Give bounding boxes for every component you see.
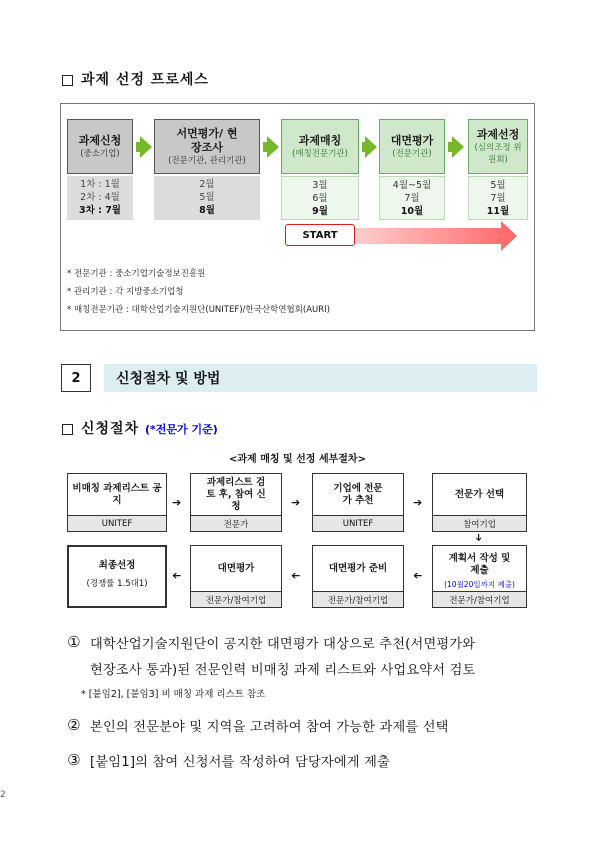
flow-box-select: [432, 473, 527, 532]
schedule-line: 5월: [199, 192, 215, 203]
flow-box-plan: [432, 545, 527, 608]
schedule-selection: [468, 176, 528, 220]
flow-box-apply: [190, 473, 282, 532]
schedule-matching: [281, 176, 359, 220]
flow-arrow-head-icon: [452, 136, 464, 158]
schedule-line: 4월~5월: [392, 180, 432, 191]
flow-box-label: 대면평가 준비: [328, 563, 388, 574]
schedule-interview: [379, 176, 445, 220]
section-title-process: [62, 69, 209, 89]
note-line: * 전문기관 : 중소기업기술정보진흥원: [67, 269, 206, 279]
note-line: * 매칭전문기관 : 대학산업기술지원단(UNITEF)/한국산학연협회(AURI): [67, 305, 330, 315]
schedule-line: 7월: [404, 193, 420, 204]
item-text: 본인의 전문분야 및 지역을 고려하여 참여 가능한 과제를 선택: [90, 720, 449, 735]
stage-title: 과제매칭: [298, 133, 342, 147]
stage-sub: (전문기관, 관리기관): [168, 155, 246, 166]
page-number: 2: [0, 790, 6, 800]
item-1-line-1: [66, 633, 475, 652]
flow-box-owner: UNITEF: [68, 515, 166, 531]
stage-sub: (전문기관): [392, 148, 432, 159]
flow-box-owner: 전문가/참여기업: [313, 591, 403, 607]
schedule-line: 2월: [199, 179, 215, 190]
checkbox-square-icon: [62, 75, 73, 86]
circled-number-icon: ②: [67, 716, 81, 734]
flow-box-owner: 전문가/참여기업: [433, 591, 526, 607]
left-arrow-icon: ➔: [413, 569, 423, 582]
note-line: * 관리기관 : 각 지방중소기업청: [67, 287, 184, 297]
stage-title: 서면평가/ 현장조사: [176, 126, 238, 154]
stage-interview: [379, 119, 445, 174]
right-arrow-icon: ➔: [172, 496, 182, 509]
item-1-line-2: 현장조사 통과)된 전문인력 비매칭 과제 리스트와 사업요약서 검토: [90, 663, 476, 678]
flow-title: <과제 매칭 및 선정 세부절차>: [229, 454, 366, 465]
item-2: [66, 716, 449, 735]
schedule-line: 7월: [490, 193, 506, 204]
flow-box-sub: (10월20일까지 제출): [444, 580, 515, 589]
stage-matching: [281, 119, 359, 174]
circled-number-icon: ①: [67, 633, 81, 651]
item-1-sub: * [붙임2], [붙임3] 비 매칭 과제 리스트 참조: [81, 689, 266, 700]
schedule-line: 11월: [486, 206, 510, 217]
schedule-line: 5월: [490, 180, 506, 191]
schedule-line: 8월: [199, 205, 215, 216]
flow-box-label: 과제리스트 검토 후, 참여 신청: [206, 477, 266, 512]
flow-box-label: 계획서 작성 및 제출: [448, 553, 511, 576]
flow-box-final: [67, 545, 167, 608]
procedure-note: (*전문가 기준): [144, 423, 218, 436]
flow-box-prepare: [312, 545, 404, 608]
schedule-line: 1차 : 1월: [80, 179, 120, 190]
stage-selection: [468, 119, 528, 174]
stage-apply: [67, 119, 133, 174]
section-title-text: 신청절차 및 방법: [116, 371, 221, 387]
start-label: START: [285, 224, 355, 246]
flow-box-label: 최종선정: [98, 560, 136, 571]
checkbox-square-icon: [62, 424, 73, 435]
circled-number-icon: ③: [67, 751, 81, 769]
stage-title: 과제신청: [78, 133, 122, 147]
flow-box-recommend: [312, 473, 404, 532]
stage-sub: (심의조정 위원회): [474, 142, 522, 165]
flow-arrow-head-icon: [267, 136, 279, 158]
flow-box-interview: [190, 545, 282, 608]
stage-sub: (매칭전문기관): [292, 148, 348, 159]
flow-box-label: 대면평가: [217, 563, 255, 574]
flow-box-label: 전문가 선택: [454, 489, 505, 500]
procedure-title: [62, 418, 218, 438]
process-panel: [60, 103, 535, 331]
flow-box-owner: 참여기업: [433, 515, 526, 531]
item-text: 대학산업기술지원단이 공지한 대면평가 대상으로 추천(서면평가와: [90, 637, 476, 652]
schedule-document-review: [154, 176, 260, 220]
flow-box-sub: (경쟁률 1.5대1): [86, 579, 148, 589]
left-arrow-icon: ➔: [172, 569, 182, 582]
down-arrow-icon: ➔: [472, 533, 484, 542]
section-number: 2: [61, 364, 91, 392]
flow-box-label: 비매칭 과제리스트 공지: [72, 483, 162, 506]
item-3: [66, 751, 390, 770]
flow-box-label: 기업에 전문가 추천: [333, 483, 383, 506]
schedule-line: 3월: [312, 180, 328, 191]
stage-title: 대면평가: [390, 133, 434, 147]
section-title-text: 과제 선정 프로세스: [81, 72, 209, 88]
flow-box-notice: [67, 473, 167, 532]
right-arrow-icon: ➔: [291, 496, 301, 509]
stage-title: 과제선정: [476, 127, 520, 141]
flow-box-owner: UNITEF: [313, 515, 403, 531]
flow-arrow-head-icon: [365, 136, 377, 158]
schedule-apply: [67, 176, 133, 220]
left-arrow-icon: ➔: [291, 569, 301, 582]
stage-document-review: [154, 119, 260, 174]
procedure-title-text: 신청절차: [81, 421, 140, 437]
schedule-line: 2차 : 4월: [80, 192, 120, 203]
stage-sub: (중소기업): [80, 148, 120, 159]
schedule-line: 9월: [312, 206, 328, 217]
flow-box-owner: 전문가: [191, 515, 281, 531]
schedule-line: 3차 : 7월: [79, 205, 121, 216]
flow-arrow-head-icon: [140, 136, 152, 158]
schedule-line: 6월: [312, 193, 328, 204]
flow-box-owner: 전문가/참여기업: [191, 591, 281, 607]
right-arrow-icon: ➔: [413, 496, 423, 509]
schedule-line: 10월: [400, 206, 424, 217]
item-text: [붙임1]의 참여 신청서를 작성하여 담당자에게 제출: [90, 755, 391, 770]
section-title-bar: [104, 364, 537, 392]
